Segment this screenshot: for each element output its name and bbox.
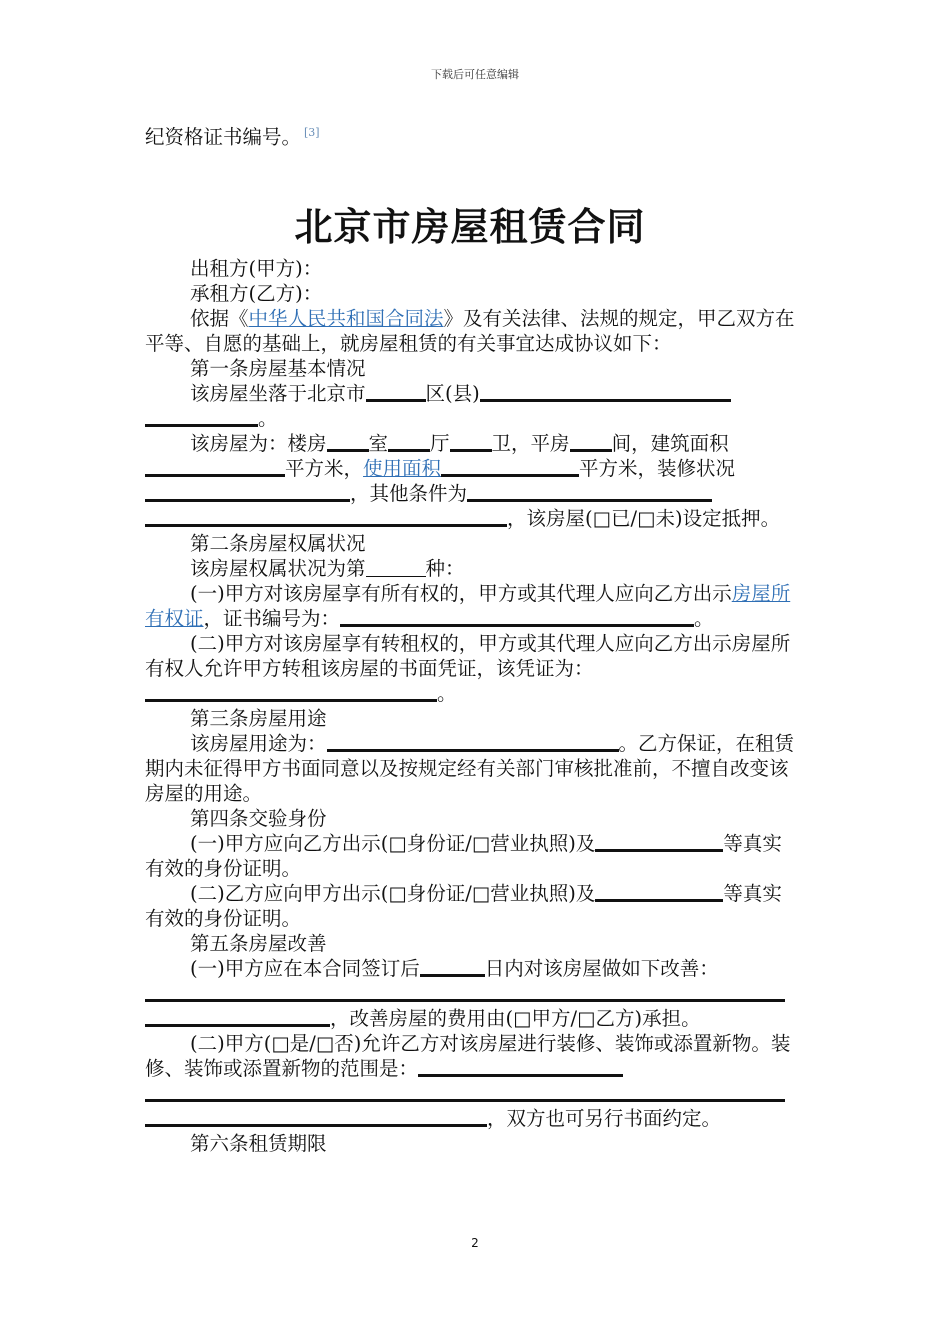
details-text-b: 室: [368, 431, 389, 455]
article-5-heading: 第五条房屋改善: [190, 931, 327, 955]
room-blank: [327, 431, 369, 452]
details-text-h: ，其他条件为: [350, 481, 468, 505]
ownership-cert-link[interactable]: 房屋所有权证: [145, 581, 791, 630]
type-blank: [366, 558, 426, 577]
page-header: 下载后可任意编辑: [431, 68, 519, 81]
continued-line: [145, 120, 795, 150]
article-1-location: [145, 381, 795, 431]
continued-text: 纪资格证书编号。: [145, 125, 302, 149]
page-number: 2: [471, 1236, 479, 1250]
document-body: [145, 120, 795, 1156]
basis-post: 》及有关法律、法规的规定，甲乙双方在平等、自愿的基础上，就房屋租赁的有关事宜达成协议如下：: [145, 306, 795, 355]
footnote-ref[interactable]: [3]: [304, 126, 320, 139]
id-blank-2a: [595, 881, 705, 902]
item2-text-a: (二)甲方对该房屋享有转租权的，甲方或其代理人应向乙方出示房屋所有权人允许甲方转租该房屋的书面凭证，该凭证为：: [145, 631, 791, 680]
id-item2-text-b: 等真实有效的身份证明。: [145, 881, 782, 930]
floor-area-blank: [145, 456, 285, 477]
id-blank-2b: [705, 881, 723, 902]
article-2-heading: 第二条房屋权属状况: [190, 531, 366, 555]
article-1-heading: 第一条房屋基本情况: [190, 356, 366, 380]
decor-text-b: ，双方也可另行书面约定。: [487, 1106, 722, 1130]
basis-pre: 依据《: [190, 306, 249, 330]
hall-blank: [388, 431, 430, 452]
address-blank-2: [145, 406, 258, 427]
other-conditions-blank-2: [145, 506, 507, 527]
basis-paragraph: [145, 306, 795, 356]
improve-blank-2: [145, 1006, 330, 1027]
id-blank-1b: [705, 831, 723, 852]
details-text-c: 厅: [430, 431, 450, 455]
article-6-heading: 第六条租赁期限: [190, 1131, 327, 1155]
bungalow-blank: [570, 431, 612, 452]
details-text-g: 平方米，装修状况: [579, 456, 736, 480]
decoration-blank: [145, 481, 350, 502]
bath-blank: [450, 431, 492, 452]
id-blank-1a: [595, 831, 705, 852]
decor-text-a: (二)甲方(□是/□否)允许乙方对该房屋进行装修、装饰或添置新物。装修、装饰或添置新物的范围是：: [145, 1031, 791, 1080]
lessee-line: 承租方(乙方)：: [190, 281, 323, 305]
usage-text-a: 该房屋用途为：: [190, 731, 327, 755]
details-text-f: 平方米，: [285, 456, 364, 480]
location-text-c: 。: [258, 406, 278, 430]
address-blank-1: [480, 381, 731, 402]
days-blank: [420, 956, 485, 977]
improve-text-a: (一)甲方应在本合同签订后: [190, 956, 420, 980]
id-item1-text-a: (一)甲方应向乙方出示(□身份证/□营业执照)及: [190, 831, 596, 855]
usable-area-blank: [441, 456, 579, 477]
improve-text-b: 日内对该房屋做如下改善：: [484, 956, 719, 980]
contract-title: 北京市房屋租赁合同: [294, 203, 646, 249]
article-2-item-1: [145, 581, 795, 631]
usage-blank: [327, 731, 619, 752]
details-text-i: ，该房屋(□已/□未)设定抵押。: [507, 506, 781, 530]
location-text-b: 区(县): [425, 381, 480, 405]
article-4-heading: 第四条交验身份: [190, 806, 327, 830]
contract-law-link[interactable]: 中华人民共和国合同法: [248, 306, 444, 330]
article-4-item-1: [145, 831, 795, 881]
article-5-item-2: [145, 1031, 795, 1131]
article-3-heading: 第三条房屋用途: [190, 706, 327, 730]
decor-blank-3: [145, 1106, 487, 1127]
lessor-line: 出租方(甲方)：: [190, 256, 323, 280]
location-text-a: 该房屋坐落于北京市: [190, 381, 366, 405]
article-1-details: [145, 431, 795, 531]
article-2-type-line: [145, 556, 795, 581]
cert-number-blank-1: [340, 606, 630, 627]
other-conditions-blank-1: [467, 481, 712, 502]
voucher-blank: [145, 681, 437, 702]
improve-blank-1: [145, 981, 785, 1002]
details-text-a: 该房屋为：楼房: [190, 431, 327, 455]
id-item2-text-a: (二)乙方应向甲方出示(□身份证/□营业执照)及: [190, 881, 596, 905]
article-2-item-2: [145, 631, 795, 706]
cert-number-blank-2: [630, 606, 694, 627]
details-text-d: 卫，平房: [491, 431, 570, 455]
item1-text-c: 。: [694, 606, 714, 630]
item2-text-b: 。: [437, 681, 457, 705]
decor-blank-2: [145, 1081, 785, 1102]
improve-text-c: ，改善房屋的费用由(□甲方/□乙方)承担。: [330, 1006, 701, 1030]
item1-text-a: (一)甲方对该房屋享有所有权的，甲方或其代理人应向乙方出示: [190, 581, 732, 605]
usable-area-link[interactable]: 使用面积: [363, 456, 442, 480]
type-text-b: 种：: [425, 556, 465, 580]
item1-text-b: ，证书编号为：: [203, 606, 341, 630]
district-blank: [366, 381, 426, 402]
article-5-item-1: [145, 956, 795, 1031]
usage-text-b: 。乙方保证，在租赁期内未征得甲方书面同意以及按规定经有关部门审核批准前，不擅自改变该房屋的用途。: [145, 731, 795, 805]
decor-blank-1: [418, 1056, 623, 1077]
id-item1-text-b: 等真实有效的身份证明。: [145, 831, 782, 880]
article-3-usage: [145, 731, 795, 806]
details-text-e: 间，建筑面积: [611, 431, 729, 455]
type-text-a: 该房屋权属状况为第: [190, 556, 366, 580]
article-4-item-2: [145, 881, 795, 931]
